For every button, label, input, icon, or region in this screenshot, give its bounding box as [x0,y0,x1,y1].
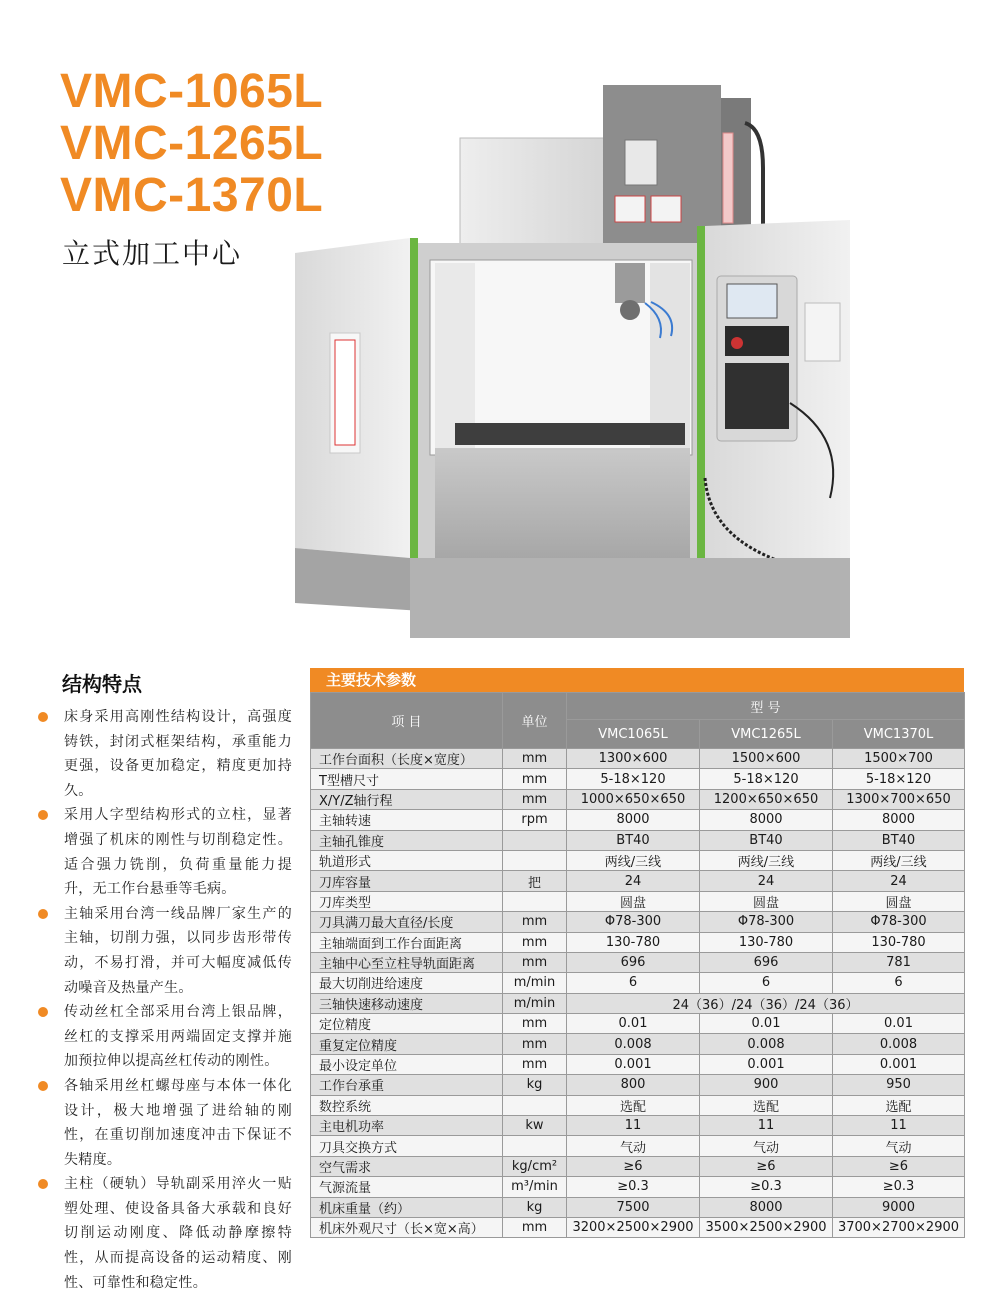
bullet-dot-icon [38,810,48,820]
row-value-2: 圆盘 [700,891,833,911]
model-title-1: VMC-1065L [60,65,324,118]
row-item: 刀库容量 [311,871,503,891]
row-value-1: Φ78-300 [567,912,700,932]
table-row [311,789,965,809]
row-value-1: BT40 [567,830,700,850]
table-row [311,891,965,911]
bullet-dot-icon [38,1179,48,1189]
row-value-3: 11 [833,1116,965,1136]
row-value-2: 选配 [700,1095,833,1115]
row-unit: mm [503,789,567,809]
feature-item: 采用人字型结构形式的立柱，显著增强了机床的刚性与切削稳定性。适合强力铣削，负荷重量能力提升，无工作台悬垂等毛病。 [36,803,292,901]
model-title-2: VMC-1265L [60,117,324,170]
row-value-1: 两线/三线 [567,850,700,870]
row-item: 机床重量（约） [311,1197,503,1217]
row-value-3: 1500×700 [833,749,965,769]
bullet-dot-icon [38,712,48,722]
row-item: 刀具交换方式 [311,1136,503,1156]
row-value-1: 圆盘 [567,891,700,911]
row-value-1: 3200×2500×2900 [567,1217,700,1237]
row-item: 轨道形式 [311,850,503,870]
table-row [311,1014,965,1034]
row-value-1: 0.008 [567,1034,700,1054]
row-item: 主轴孔锥度 [311,830,503,850]
header-item: 项 目 [311,693,503,749]
row-unit: 把 [503,871,567,891]
row-unit: rpm [503,810,567,830]
row-item: 定位精度 [311,1014,503,1034]
row-unit: mm [503,932,567,952]
row-item: 最小设定单位 [311,1054,503,1074]
row-item: 工作台面积（长度×宽度） [311,749,503,769]
row-value-3: 781 [833,952,965,972]
feature-item: 传动丝杠全部采用台湾上银品牌，丝杠的支撑采用两端固定支撑并施加预拉伸以提高丝杠传动的刚性。 [36,1000,292,1074]
row-value-3: 5-18×120 [833,769,965,789]
feature-item: 主轴采用台湾一线品牌厂家生产的主轴，切削力强，以同步齿形带传动，不易打滑，并可大幅度减低传动噪音及热量产生。 [36,902,292,1000]
row-value-1: 130-780 [567,932,700,952]
row-value-2: ≥0.3 [700,1177,833,1197]
row-unit: mm [503,1014,567,1034]
row-unit: kg [503,1197,567,1217]
row-unit: m³/min [503,1177,567,1197]
feature-item: 主柱（硬轨）导轨副采用淬火一贴塑处理、使设备具备大承载和良好切削运动刚度、降低动静摩擦特性，从而提高设备的运动精度、刚性、可靠性和稳定性。 [36,1172,292,1295]
row-value-2: 0.008 [700,1034,833,1054]
row-item: 三轴快速移动速度 [311,993,503,1013]
table-row [311,749,965,769]
row-value-3: 6 [833,973,965,993]
row-unit [503,1095,567,1115]
row-item: 最大切削进给速度 [311,973,503,993]
row-value-3: 0.001 [833,1054,965,1074]
row-value-2: 5-18×120 [700,769,833,789]
row-value-2: 气动 [700,1136,833,1156]
row-item: 空气需求 [311,1156,503,1176]
row-value-1: 选配 [567,1095,700,1115]
table-row [311,1095,965,1115]
row-unit: m/min [503,973,567,993]
row-value-1: ≥0.3 [567,1177,700,1197]
row-value-1: 6 [567,973,700,993]
row-value-1: 7500 [567,1197,700,1217]
table-row [311,1217,965,1237]
table-row [311,1177,965,1197]
row-value-3: 0.008 [833,1034,965,1054]
table-row [311,912,965,932]
row-value-2: 696 [700,952,833,972]
row-value-3: ≥0.3 [833,1177,965,1197]
row-value-merged: 24（36）/24（36）/24（36） [567,993,965,1013]
row-value-3: 9000 [833,1197,965,1217]
row-value-1: 0.01 [567,1014,700,1034]
header-model-3: VMC1370L [833,720,965,749]
row-value-2: 1200×650×650 [700,789,833,809]
row-value-3: Φ78-300 [833,912,965,932]
row-value-3: 1300×700×650 [833,789,965,809]
row-unit [503,830,567,850]
row-unit: kw [503,1116,567,1136]
table-row [311,1116,965,1136]
row-unit: mm [503,912,567,932]
spec-table-title: 主要技术参数 [310,668,964,692]
machine-illustration [285,78,865,648]
row-value-1: 1300×600 [567,749,700,769]
model-title-block [60,66,323,222]
row-unit: mm [503,1034,567,1054]
row-value-3: 24 [833,871,965,891]
row-value-3: 选配 [833,1095,965,1115]
row-value-2: 0.001 [700,1054,833,1074]
header-model: 型 号 [567,693,965,720]
row-unit: kg [503,1075,567,1095]
table-row [311,1075,965,1095]
table-row [311,769,965,789]
row-unit [503,1136,567,1156]
row-item: 主轴端面到工作台面距离 [311,932,503,952]
row-value-3: 两线/三线 [833,850,965,870]
row-value-2: ≥6 [700,1156,833,1176]
row-value-2: 8000 [700,810,833,830]
row-unit: m/min [503,993,567,1013]
feature-item: 各轴采用丝杠螺母座与本体一体化设计，极大地增强了进给轴的刚性，在重切削加速度冲击下保证不失精度。 [36,1074,292,1172]
header-model-1: VMC1065L [567,720,700,749]
row-item: 重复定位精度 [311,1034,503,1054]
row-unit: mm [503,952,567,972]
row-value-1: 696 [567,952,700,972]
table-row [311,1156,965,1176]
feature-item: 床身采用高刚性结构设计，高强度铸铁，封闭式框架结构，承重能力更强，设备更加稳定，精度更加持久。 [36,705,292,803]
row-value-1: ≥6 [567,1156,700,1176]
row-value-2: 11 [700,1116,833,1136]
header-unit: 单位 [503,693,567,749]
row-unit: mm [503,749,567,769]
row-item: 气源流量 [311,1177,503,1197]
model-title-3: VMC-1370L [60,169,324,222]
row-item: X/Y/Z轴行程 [311,789,503,809]
table-row [311,1054,965,1074]
row-value-2: 1500×600 [700,749,833,769]
header-model-2: VMC1265L [700,720,833,749]
table-row [311,850,965,870]
row-value-2: 900 [700,1075,833,1095]
row-unit: mm [503,1217,567,1237]
row-value-1: 8000 [567,810,700,830]
row-value-3: 950 [833,1075,965,1095]
table-row [311,932,965,952]
row-value-1: 5-18×120 [567,769,700,789]
table-row [311,830,965,850]
row-value-1: 24 [567,871,700,891]
row-unit [503,850,567,870]
table-row [311,973,965,993]
spec-table-section [310,668,964,1238]
row-value-3: ≥6 [833,1156,965,1176]
bullet-dot-icon [38,1007,48,1017]
row-value-3: 圆盘 [833,891,965,911]
bullet-dot-icon [38,909,48,919]
row-value-1: 0.001 [567,1054,700,1074]
row-value-3: 130-780 [833,932,965,952]
features-list [36,705,292,1295]
row-value-3: 0.01 [833,1014,965,1034]
table-row [311,1197,965,1217]
product-subtitle: 立式加工中心 [62,237,243,270]
row-value-3: 3700×2700×2900 [833,1217,965,1237]
row-value-3: 气动 [833,1136,965,1156]
table-row [311,1136,965,1156]
row-unit: mm [503,769,567,789]
row-value-1: 1000×650×650 [567,789,700,809]
row-item: 刀具满刀最大直径/长度 [311,912,503,932]
row-unit: kg/cm² [503,1156,567,1176]
row-value-1: 气动 [567,1136,700,1156]
spec-table [310,692,965,1238]
bullet-dot-icon [38,1081,48,1091]
row-value-3: 8000 [833,810,965,830]
table-row [311,952,965,972]
row-value-2: 130-780 [700,932,833,952]
row-value-2: 6 [700,973,833,993]
row-value-2: 3500×2500×2900 [700,1217,833,1237]
row-value-3: BT40 [833,830,965,850]
row-item: 工作台承重 [311,1075,503,1095]
row-item: 主电机功率 [311,1116,503,1136]
row-value-2: 0.01 [700,1014,833,1034]
row-value-1: 800 [567,1075,700,1095]
row-item: 主轴转速 [311,810,503,830]
table-row [311,993,965,1013]
row-unit: mm [503,1054,567,1074]
row-item: 主轴中心至立柱导轨面距离 [311,952,503,972]
row-unit [503,891,567,911]
table-header-row [311,693,965,720]
table-row [311,1034,965,1054]
row-value-2: 8000 [700,1197,833,1217]
table-row [311,810,965,830]
row-value-2: 24 [700,871,833,891]
features-title: 结构特点 [62,672,142,696]
row-item: 刀库类型 [311,891,503,911]
row-item: 数控系统 [311,1095,503,1115]
row-value-2: Φ78-300 [700,912,833,932]
row-item: 机床外观尺寸（长×宽×高） [311,1217,503,1237]
row-item: T型槽尺寸 [311,769,503,789]
row-value-2: 两线/三线 [700,850,833,870]
row-value-2: BT40 [700,830,833,850]
table-row [311,871,965,891]
row-value-1: 11 [567,1116,700,1136]
